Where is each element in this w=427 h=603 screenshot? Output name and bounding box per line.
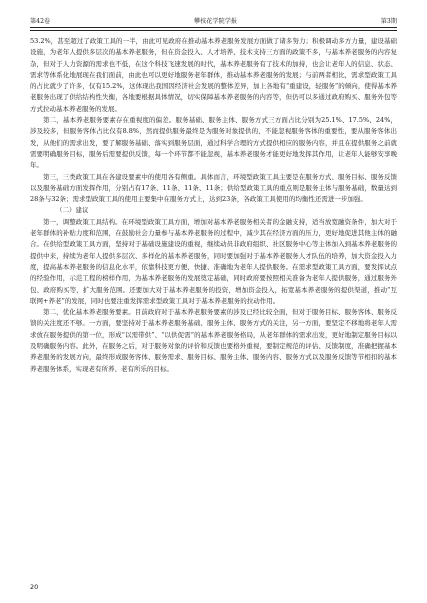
paragraph-continued: 53.2%，甚至超过了政策工具的一半，由此可见政府在推动基本养老服务发展方面做了诸多努力；积极调动多方力量，建设基础设施，为老年人提供多层次的基本养老服务，但在资金投入、人才培养、技术支持三方面的政策不多，与基本养老服务的内容复杂，但对于人力资源的需求也不低，在这个科技飞速发展的时代，基本养老服务有了技术的加持，也会让老年人的信息、状态、需求等体系化地展现在我们面前，由此也可以更好地服务老年群体，推动基本养老服务的发展；与前两者相比，需求型政策工具的占比就少了许多，仅有15.2%，这体现出我国因经济社会发展的整体差异，加上各地有“重建设，轻服务”的倾向，使得基本养老服务出现了供给结构性失衡，各地要根据具体情况，切实保障基本养老服务的内容等，但仍可以多通过政府购买、服务外包等方式拉动基本养老服务的发展。	[30, 37, 397, 113]
paragraph-tool-emphasis: 第三，三类政策工具在各建设要素中的使用各有侧重。具体而言，环境型政策工具主要是在服务方式、服务目标、服务反馈以及服务基础方面发挥作用，分别占有17条、11条、11条、11条；供给型政策工具的重点则是服务主体与服务基础，数量达到28条与32条；需求型政策工具的使用主要集中在服务方式上，达到23条，各政策工具使用的均衡性还需进一步加强。	[30, 172, 397, 204]
header-rule-thick	[30, 27, 397, 28]
article-body	[30, 36, 397, 375]
paragraph-adjust-structure: 第一，调整政策工具结构。在环境型政策工具方面，增加对基本养老服务相关者的金融支持，适当放宽融资条件，加大对于老年群体的补贴力度和范围，在鼓励社会力量参与基本养老服务的过程中，减少其在经济方面的压力，更好地促进其他主体的融合。在供给型政策工具方面，坚持对于基础设施建设的重视，继续动员非政府组织、社区服务中心等主体加入到基本养老服务的提供中来，持续为老年人提供多层次、多样化的基本养老服务，同时要加强对于基本养老服务人才队伍的培养，加大资金投入力度，提高基本养老服务的信息化水平，依靠科技更方便、快捷、准确地为老年人提供服务。在需求型政策工具方面，要发挥试点的经验作用，示范工程的榜样作用，为基本养老服务的发展奠定基础，同时政府要按照相关准备为老年人提供服务，通过服务外包、政府购买等，扩大服务范围。还要加大对于基本养老服务的投资，增加资金投入，拓宽基本养老服务的提供渠道，推动“互联网+养老”的发展，同时也要注重发挥需求型政策工具对于基本养老服务的拉动作用。	[30, 217, 397, 305]
issue-label: 第3期	[380, 18, 397, 25]
running-header	[30, 13, 397, 25]
volume-label: 第42卷	[30, 18, 51, 25]
paragraph-optimize-elements: 第二，优化基本养老服务要素。目前政府对于基本养老服务要素的涉及已经比较全面，但对于服务目标、服务客体、服务反馈的关注度还不够。一方面，要坚持对于基本养老服务基础、服务主体、服务方式的关注，另一方面，要坚定不移地将老年人需求放在服务提供的第一位，形成“以需带供”、“以供促需”的基本养老服务格局，从老年群体的需求出发，更好地制定服务目标以及明确服务内容。此外，在服务之后，对于服务对象的评价和反馈也要格外重视，要制定规范的评估、反馈制度，准确把握基本养老服务的发展方向，最终形成服务客体、服务需求、服务目标、服务主体、服务内容、服务方式以及服务反馈等节相扣的基本养老服务体系，实现老有所养、老有所乐的目标。	[30, 308, 397, 373]
journal-title: 攀枝花学院学报	[193, 18, 238, 25]
header-rule-thin	[30, 30, 397, 31]
page-number: 20	[30, 583, 39, 591]
section-heading-suggestions: （二）建议	[56, 206, 89, 215]
paragraph-requirement-bias: 第二，基本养老服务要素存在重视度的偏差。服务基础、服务主体、服务方式三方面占比分别为25.1%、17.5%、24%，涉及较多，但服务客体占比仅有8.8%，然而提供服务最终是为服务对象提供的，不能忽视服务客体的重要性，要从服务客体出发，从他们的需求出发，要了解服务基础、落实到服务层面，通过科学合理的方式提供相应的服务内容，并且在提供服务之前就需要明确服务目标，服务后需要提供反馈，每一个环节都不能忽视，基本养老服务才能更好地发挥其作用，让老年人能够安享晚年。	[30, 116, 397, 170]
